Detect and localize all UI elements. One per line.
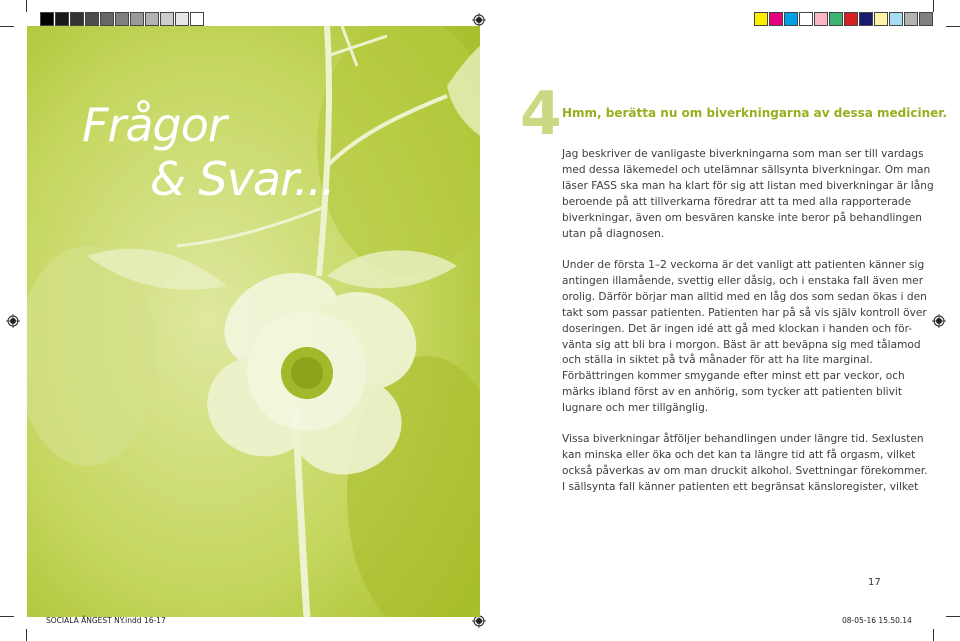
registration-mark-icon: [472, 13, 486, 27]
color-swatch: [175, 12, 189, 26]
paragraph-1: [562, 147, 934, 242]
color-swatch: [70, 12, 84, 26]
slug-filename: SOCIALA ÅNGEST NY.indd 16-17: [46, 616, 166, 625]
crop-mark: [0, 616, 14, 617]
paragraph-line: takt som passar patienten. Patienten har på så vis själv kontroll över: [562, 306, 927, 319]
color-swatch: [190, 12, 204, 26]
color-swatch: [889, 12, 903, 26]
color-swatch: [85, 12, 99, 26]
paragraph-line: I sällsynta fall känner patienten ett begränsat känsloregister, vilket: [562, 480, 919, 493]
paragraph-2: [562, 258, 927, 417]
paragraph-line: Förbättringen kommer smygande efter minst ett par veckor, och: [562, 370, 905, 383]
color-swatch: [844, 12, 858, 26]
color-swatch: [784, 12, 798, 26]
color-swatch: [754, 12, 768, 26]
color-swatch: [145, 12, 159, 26]
page-number: 17: [868, 577, 881, 588]
paragraph-line: orolig. Därför börjar man alltid med en låg dos som sedan ökas i den: [562, 290, 927, 303]
paragraph-line: antingen illamående, svettig eller dåsig, och i enstaka fall även mer: [562, 274, 924, 287]
page-title-line2: & Svar...: [150, 152, 335, 206]
color-swatch: [160, 12, 174, 26]
question-heading: Hmm, berätta nu om biverkningarna av dessa mediciner.: [562, 106, 948, 120]
paragraph-line: Vissa biverkningar åtföljer behandlingen under längre tid. Sexlusten: [562, 433, 924, 445]
color-swatch: [904, 12, 918, 26]
color-swatch: [100, 12, 114, 26]
color-swatch: [874, 12, 888, 26]
paragraph-3: [562, 432, 928, 496]
crop-mark: [26, 629, 27, 641]
color-swatch: [130, 12, 144, 26]
paragraph-line: lugnare och mer tillgänglig.: [562, 402, 709, 415]
color-swatch: [55, 12, 69, 26]
paragraph-line: läser FASS ska man ha klart för sig att listan med biverkningar är lång: [562, 179, 934, 192]
paragraph-line: beroende på att tillverkarna föredrar att ta med alla rapporterade: [562, 195, 912, 208]
paragraph-line: och ställa in siktet på två månader för att ha lite marginal.: [562, 354, 873, 367]
cmyk-color-bar: [754, 12, 934, 26]
crop-mark: [933, 0, 934, 12]
color-swatch: [40, 12, 54, 26]
paragraph-line: biverkningar, även om besvären kanske inte beror på behandlingen: [562, 211, 923, 224]
paragraph-line: också påverkas av om man druckit alkohol. Svettningar förekommer.: [562, 464, 928, 477]
crop-mark: [933, 629, 934, 641]
slug-timestamp: 08-05-16 15.50.14: [842, 616, 912, 625]
registration-mark-icon: [932, 314, 946, 328]
paragraph-line: doseringen. Det är ingen idé att gå med klockan i handen och för-: [562, 322, 913, 335]
color-swatch: [919, 12, 933, 26]
paragraph-line: Under de första 1–2 veckorna är det vanligt att patienten känner sig: [562, 259, 925, 271]
paragraph-line: kan minska eller öka och det kan ta längre tid att få orgasm, vilket: [562, 448, 916, 461]
color-swatch: [769, 12, 783, 26]
color-swatch: [859, 12, 873, 26]
color-swatch: [829, 12, 843, 26]
page-title-line1: Frågor: [82, 98, 226, 152]
crop-mark: [0, 26, 14, 27]
question-number: 4: [520, 79, 562, 149]
paragraph-line: märks ibland först av en anhörig, som tycker att patienten blivit: [562, 386, 902, 399]
color-swatch: [799, 12, 813, 26]
registration-mark-icon: [6, 314, 20, 328]
crop-mark: [26, 0, 27, 12]
paragraph-line: med dessa läkemedel och utelämnar sällsynta biverkningar. Om man: [562, 163, 931, 176]
grayscale-color-bar: [40, 12, 205, 26]
paragraph-line: Jag beskriver de vanligaste biverkningarna som man ser till vardags: [562, 148, 924, 160]
paragraph-line: vänta sig att bli bra i morgon. Bäst är att beväpna sig med tålamod: [562, 338, 921, 351]
color-swatch: [115, 12, 129, 26]
paragraph-line: utan på diagnosen.: [562, 227, 665, 240]
color-swatch: [814, 12, 828, 26]
crop-mark: [946, 26, 960, 27]
crop-mark: [946, 616, 960, 617]
